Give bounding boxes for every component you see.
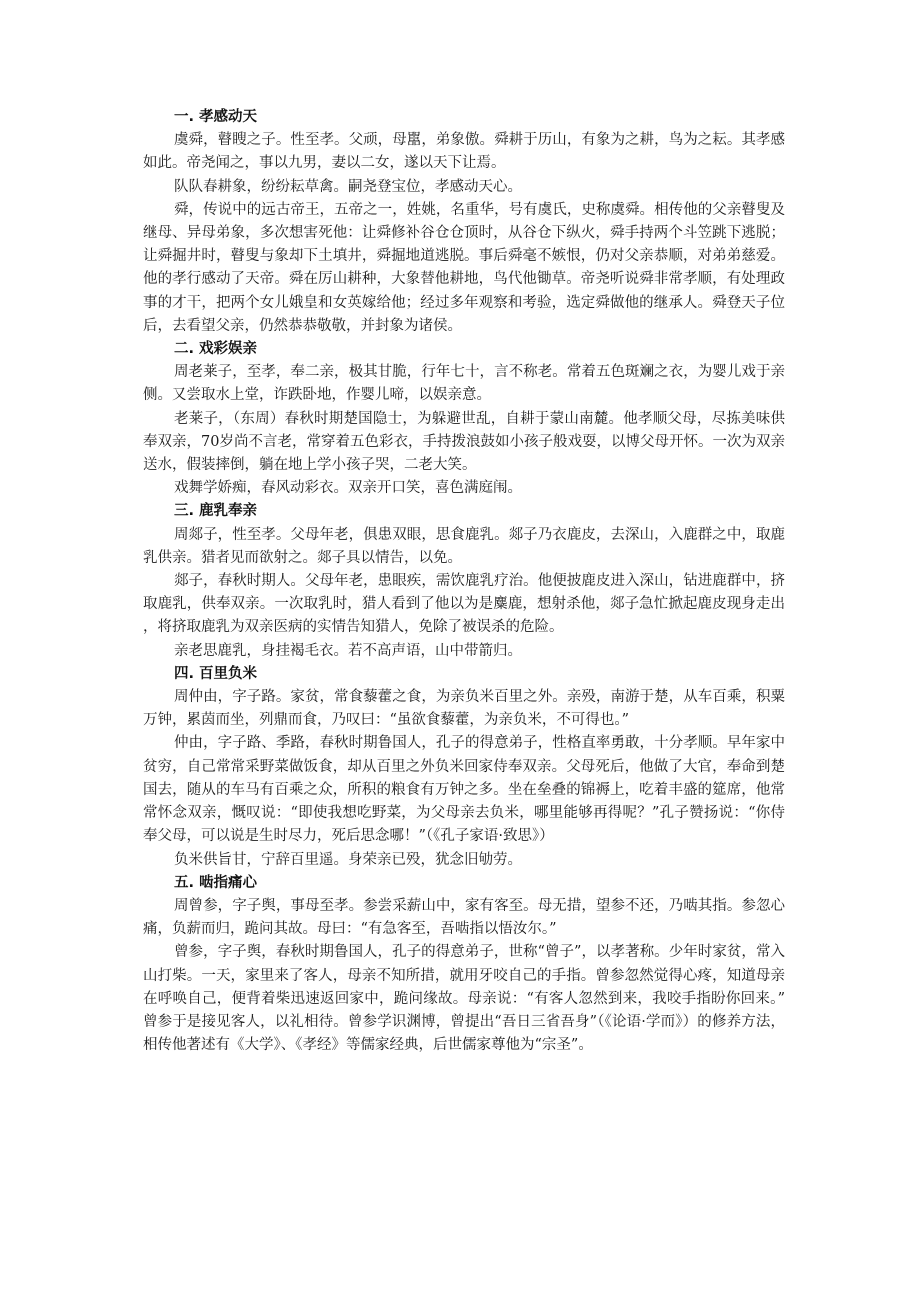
paragraph: 郯子，春秋时期人。父母年老，患眼疾，需饮鹿乳疗治。他便披鹿皮进入深山，钻进鹿群中，挤取鹿乳，供奉双亲。一次取乳时，猎人看到了他以为是麋鹿，想射杀他，郯子急忙掀起鹿皮现身走出，将挤取鹿乳为双亲医病的实情告知猎人，免除了被误杀的危险。 (143, 573, 785, 636)
paragraph: 曾参，字子舆，春秋时期鲁国人，孔子的得意弟子，世称“曾子”，以孝著称。少年时家贫，常入山打柴。一天，家里来了客人，母亲不知所措，就用牙咬自己的手指。曾参忽然觉得心疼，知道母亲在呼唤自己，便背着柴迅速返回家中，跪问缘故。母亲说：“有客人忽然到来，我咬手指盼你回来。”曾参于是接见客人，以礼相待。曾参学识渊博，曾提出“吾日三省吾身”（《论语·学而》）的修养方法，相传他著述有《大学》、《孝经》等儒家经典，后世儒家尊他为“宗圣”。 (143, 944, 785, 1054)
section-title: 二. 戏彩娱亲 (174, 341, 258, 358)
section-3 (143, 500, 785, 662)
paragraph: 周老莱子，至孝，奉二亲，极其甘脆，行年七十，言不称老。常着五色斑斓之衣，为婴儿戏于亲侧。又尝取水上堂，诈跌卧地，作婴儿啼，以娱亲意。 (143, 364, 785, 404)
paragraph: 周仲由，字子路。家贫，常食藜藿之食，为亲负米百里之外。亲殁，南游于楚，从车百乘，积粟万钟，累茵而坐，列鼎而食，乃叹曰：“虽欲食藜藿，为亲负米，不可得也。” (143, 689, 785, 729)
poem-paragraph: 队队春耕象，纷纷耘草禽。嗣尧登宝位，孝感动天心。 (174, 178, 522, 195)
poem-paragraph: 负米供旨甘，宁辞百里遥。身荣亲已殁，犹念旧劬劳。 (174, 851, 522, 868)
section-1 (143, 106, 785, 338)
paragraph: 周曾参，字子舆，事母至孝。参尝采薪山中，家有客至。母无措，望参不还，乃啮其指。参忽心痛，负薪而归，跪问其故。母曰：“有急客至，吾啮指以悟汝尔。” (143, 897, 785, 938)
paragraph: 周郯子，性至孝。父母年老，俱患双眼，思食鹿乳。郯子乃衣鹿皮，去深山，入鹿群之中，取鹿乳供亲。猎者见而欲射之。郯子具以情告，以免。 (143, 526, 785, 566)
poem-paragraph: 戏舞学娇痴，春风动彩衣。双亲开口笑，喜色满庭闱。 (174, 480, 522, 497)
section-2 (143, 338, 785, 500)
section-title: 三. 鹿乳奉亲 (174, 503, 258, 520)
section-title: 四. 百里负米 (174, 665, 258, 682)
section-title: 五. 啮指痛心 (174, 874, 258, 891)
document-page (143, 106, 785, 1057)
paragraph: 舜，传说中的远古帝王，五帝之一，姓姚，名重华，号有虞氏，史称虞舜。相传他的父亲瞽叟及继母、异母弟象，多次想害死他：让舜修补谷仓仓顶时，从谷仓下纵火，舜手持两个斗笠跳下逃脱；让舜掘井时，瞽叟与象却下土填井，舜掘地道逃脱。事后舜毫不嫉恨，仍对父亲恭顺，对弟弟慈爱。他的孝行感动了天帝。舜在厉山耕种，大象替他耕地，鸟代他锄草。帝尧听说舜非常孝顺，有处理政事的才干，把两个女儿娥皇和女英嫁给他；经过多年观察和考验，选定舜做他的继承人。舜登天子位后，去看望父亲，仍然恭恭敬敬，并封象为诸侯。 (143, 201, 785, 334)
paragraph: 老莱子，（东周）春秋时期楚国隐士，为躲避世乱，自耕于蒙山南麓。他孝顺父母，尽拣美味供奉双亲，70岁尚不言老，常穿着五色彩衣，手持拨浪鼓如小孩子般戏耍，以博父母开怀。一次为双亲送水，假装摔倒，躺在地上学小孩子哭，二老大笑。 (143, 410, 785, 474)
paragraph: 仲由，字子路、季路，春秋时期鲁国人，孔子的得意弟子，性格直率勇敢，十分孝顺。早年家中贫穷，自己常常采野菜做饭食，却从百里之外负米回家侍奉双亲。父母死后，他做了大官，奉命到楚国去，随从的车马有百乘之众，所积的粮食有万钟之多。坐在垒叠的锦褥上，吃着丰盛的筵席，他常常怀念双亲，慨叹说：“即使我想吃野菜，为父母亲去负米，哪里能够再得呢？”孔子赞扬说：“你侍奉父母，可以说是生时尽力，死后思念哪！”（《孔子家语·致思》） (143, 735, 785, 845)
poem-paragraph: 亲老思鹿乳，身挂褐毛衣。若不高声语，山中带箭归。 (174, 642, 522, 659)
section-4 (143, 663, 785, 872)
section-title: 一. 孝感动天 (174, 109, 258, 125)
paragraph: 虞舜，瞽瞍之子。性至孝。父顽，母嚚，弟象傲。舜耕于历山，有象为之耕，鸟为之耘。其孝感如此。帝尧闻之，事以九男，妻以二女，遂以天下让焉。 (143, 132, 785, 172)
section-5 (143, 872, 785, 1058)
